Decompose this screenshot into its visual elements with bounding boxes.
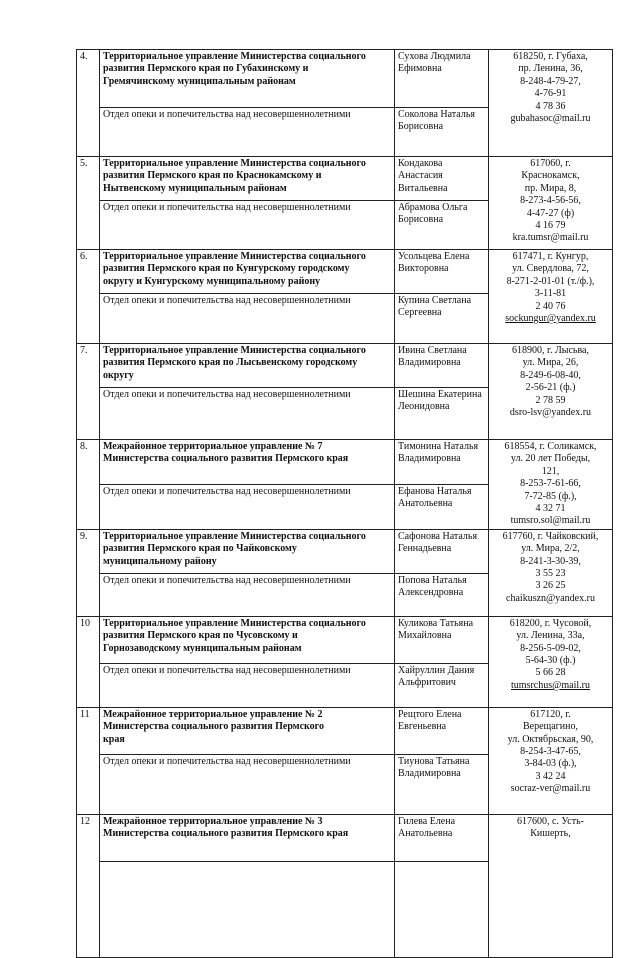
entry-number: 7. xyxy=(77,344,100,440)
guardianship-head: Тиунова Татьяна Владимировна xyxy=(395,754,489,814)
organization-head: Тимонина Наталья Владимировна xyxy=(395,440,489,485)
contact-line: Краснокамск, xyxy=(521,170,580,182)
contact-line: 8-253-7-61-66, xyxy=(520,478,581,490)
email-link[interactable]: tumsrchus@mail.ru xyxy=(511,679,590,691)
contact-line: 617600, с. Усть- xyxy=(516,815,585,827)
contact-info xyxy=(489,529,613,616)
contact-line: пр. Мира, 8, xyxy=(524,182,577,194)
organization-name: Межрайонное территориальное управление № 2 Министерства социального развития Пермского края xyxy=(100,707,395,754)
organization-head: Гилева Елена Анатольевна xyxy=(395,814,489,861)
table-row xyxy=(77,440,613,485)
contact-line: Верещагино, xyxy=(523,721,578,733)
contact-line: 8-249-6-08-40, xyxy=(520,369,581,381)
organization-head: Сафонова Наталья Геннадьевна xyxy=(395,529,489,573)
entry-number: 4. xyxy=(77,50,100,157)
guardianship-department: Отдел опеки и попечительства над несовершеннолетними xyxy=(100,663,395,707)
organization-name: Межрайонное территориальное управление № 7 Министерства социального развития Пермского края xyxy=(100,440,395,485)
contact-line: 618250, г. Губаха, xyxy=(513,51,588,62)
guardianship-head: Шешина Екатерина Леонидовна xyxy=(395,388,489,440)
contact-line: 3 26 25 xyxy=(535,580,566,592)
contact-line: пр. Ленина, 36, xyxy=(518,63,583,75)
contact-info xyxy=(489,440,613,530)
contact-line: 3-11-81 xyxy=(534,288,567,300)
email-link[interactable]: kra.tumsr@mail.ru xyxy=(512,232,589,244)
entry-number: 6. xyxy=(77,250,100,344)
contact-line: ул. Мира, 2/2, xyxy=(521,543,580,555)
contact-line: 3 55 23 xyxy=(535,568,566,580)
entry-number: 12 xyxy=(77,814,100,957)
contact-line: 4-47-27 (ф) xyxy=(526,207,575,219)
contact-line: ул. Свердлова, 72, xyxy=(512,263,589,275)
entry-number: 11 xyxy=(77,707,100,814)
contact-line: 2 78 59 xyxy=(535,394,566,406)
email-link[interactable]: chaikuszn@yandex.ru xyxy=(506,592,595,604)
email-link[interactable]: sockungur@yandex.ru xyxy=(505,313,596,325)
contact-line: ул. Ленина, 33а, xyxy=(516,630,585,642)
guardianship-department: Отдел опеки и попечительства над несовершеннолетними xyxy=(100,294,395,344)
organization-name: Территориальное управление Министерства социального развития Пермского края по Чайковскому муниципальному району xyxy=(100,529,395,573)
organization-name: Территориальное управление Министерства социального развития Пермского края по Кунгурскому городскому округу и Кунгурскому муниципальному району xyxy=(100,250,395,294)
organization-name: Территориальное управление Министерства социального развития Пермского края по Лысьвенскому городскому округу xyxy=(100,344,395,388)
agencies-table xyxy=(76,49,613,958)
contact-line: 8-248-4-79-27, xyxy=(520,75,581,87)
contact-line: 8-273-4-56-56, xyxy=(520,195,581,207)
contact-line: 617760, г. Чайковский, xyxy=(502,530,599,542)
email-link[interactable]: socraz-ver@mail.ru xyxy=(510,783,591,795)
table-row xyxy=(77,344,613,388)
organization-head: Рещтого Елена Евгеньевна xyxy=(395,707,489,754)
table-row xyxy=(77,250,613,294)
entry-number: 8. xyxy=(77,440,100,530)
contact-info xyxy=(489,814,613,957)
guardianship-department: Отдел опеки и попечительства над несовершеннолетними xyxy=(100,108,395,157)
guardianship-head: Попова Наталья Алексендровна xyxy=(395,573,489,616)
organization-head: Куликова Татьяна Михайловна xyxy=(395,616,489,663)
table-row xyxy=(77,157,613,201)
guardianship-head: Хайруллин Дания Альфритович xyxy=(395,663,489,707)
table-row xyxy=(77,707,613,754)
guardianship-head xyxy=(395,861,489,957)
table-row xyxy=(77,814,613,861)
contact-line: ул. 20 лет Победы, xyxy=(510,453,591,465)
contact-info xyxy=(489,250,613,344)
contact-line: 5-64-30 (ф.) xyxy=(525,655,576,667)
email-link[interactable]: gubahasoc@mail.ru xyxy=(510,113,591,125)
contact-info xyxy=(489,344,613,440)
guardianship-department: Отдел опеки и попечительства над несовершеннолетними xyxy=(100,388,395,440)
contact-line: 618900, г. Лысьва, xyxy=(511,345,589,356)
contact-line: 7-72-85 (ф.), xyxy=(524,490,577,502)
contact-line: 4 32 71 xyxy=(535,503,566,515)
organization-head: Ивина Светлана Владимировна xyxy=(395,344,489,388)
organization-head: Кондакова Анастасия Витальевна xyxy=(395,157,489,201)
contact-line: 121, xyxy=(541,465,560,477)
contact-line: 8-256-5-09-02, xyxy=(520,642,581,654)
contact-line: 2 40 76 xyxy=(535,300,566,312)
contact-line: 8-254-3-47-65, xyxy=(520,746,581,758)
entry-number: 10 xyxy=(77,616,100,707)
table-row xyxy=(77,529,613,573)
contact-line: 4 78 36 xyxy=(535,100,566,112)
contact-info xyxy=(489,157,613,250)
guardianship-department: Отдел опеки и попечительства над несовершеннолетними xyxy=(100,484,395,529)
table-row xyxy=(77,50,613,108)
entry-number: 5. xyxy=(77,157,100,250)
guardianship-department: Отдел опеки и попечительства над несовершеннолетними xyxy=(100,573,395,616)
guardianship-head: Соколова Наталья Борисовна xyxy=(395,108,489,157)
contact-info xyxy=(489,50,613,157)
guardianship-head: Абрамова Ольга Борисовна xyxy=(395,201,489,250)
guardianship-department: Отдел опеки и попечительства над несовершеннолетними xyxy=(100,754,395,814)
contact-info xyxy=(489,616,613,707)
contact-line: 5 66 28 xyxy=(535,667,566,679)
guardianship-head: Ефанова Наталья Анатольевна xyxy=(395,484,489,529)
contact-line: 4-76-91 xyxy=(534,88,567,100)
contact-line: 2-56-21 (ф.) xyxy=(525,382,576,394)
guardianship-department: Отдел опеки и попечительства над несовершеннолетними xyxy=(100,201,395,250)
contact-line: 8-271-2-01-01 (т./ф.), xyxy=(506,275,595,287)
organization-head: Усольцева Елена Викторовна xyxy=(395,250,489,294)
contact-line: 8-241-3-30-39, xyxy=(520,555,581,567)
contact-line: 617060, г. xyxy=(530,158,571,169)
guardianship-head: Купина Светлана Сергеевна xyxy=(395,294,489,344)
guardianship-department xyxy=(100,861,395,957)
contact-line: 4 16 79 xyxy=(535,220,566,232)
contact-line: 3-84-03 (ф.), xyxy=(524,758,577,770)
entry-number: 9. xyxy=(77,529,100,616)
email-link[interactable]: dsro-lsv@yandex.ru xyxy=(509,407,592,419)
organization-name: Территориальное управление Министерства социального развития Пермского края по Губахинскому и Гремячинскому муниципальным районам xyxy=(100,50,395,108)
organization-name: Территориальное управление Министерства социального развития Пермского края по Чусовскому и Горнозаводскому муниципальным районам xyxy=(100,616,395,663)
contact-line: ул. Октябрьская, 90, xyxy=(507,733,594,745)
organization-name: Межрайонное территориальное управление № 3 Министерства социального развития Пермского края xyxy=(100,814,395,861)
contact-line: 618200, г. Чусовой, xyxy=(509,617,592,629)
table-row xyxy=(77,616,613,663)
contact-line: 618554, г. Соликамск, xyxy=(504,441,597,452)
contact-info xyxy=(489,707,613,814)
email-link[interactable]: tumsro.sol@mail.ru xyxy=(510,515,591,527)
contact-line: 617120, г. xyxy=(530,708,571,720)
organization-head: Сухова Людмила Ефимовна xyxy=(395,50,489,108)
contact-line: ул. Мира, 26, xyxy=(522,357,579,369)
contact-line: 3 42 24 xyxy=(535,770,566,782)
contact-line: 617471, г. Кунгур, xyxy=(512,251,589,262)
contact-line: Кишерть, xyxy=(530,828,571,840)
organization-name: Территориальное управление Министерства социального развития Пермского края по Краснокамскому и Нытвенскому муниципальным районам xyxy=(100,157,395,201)
